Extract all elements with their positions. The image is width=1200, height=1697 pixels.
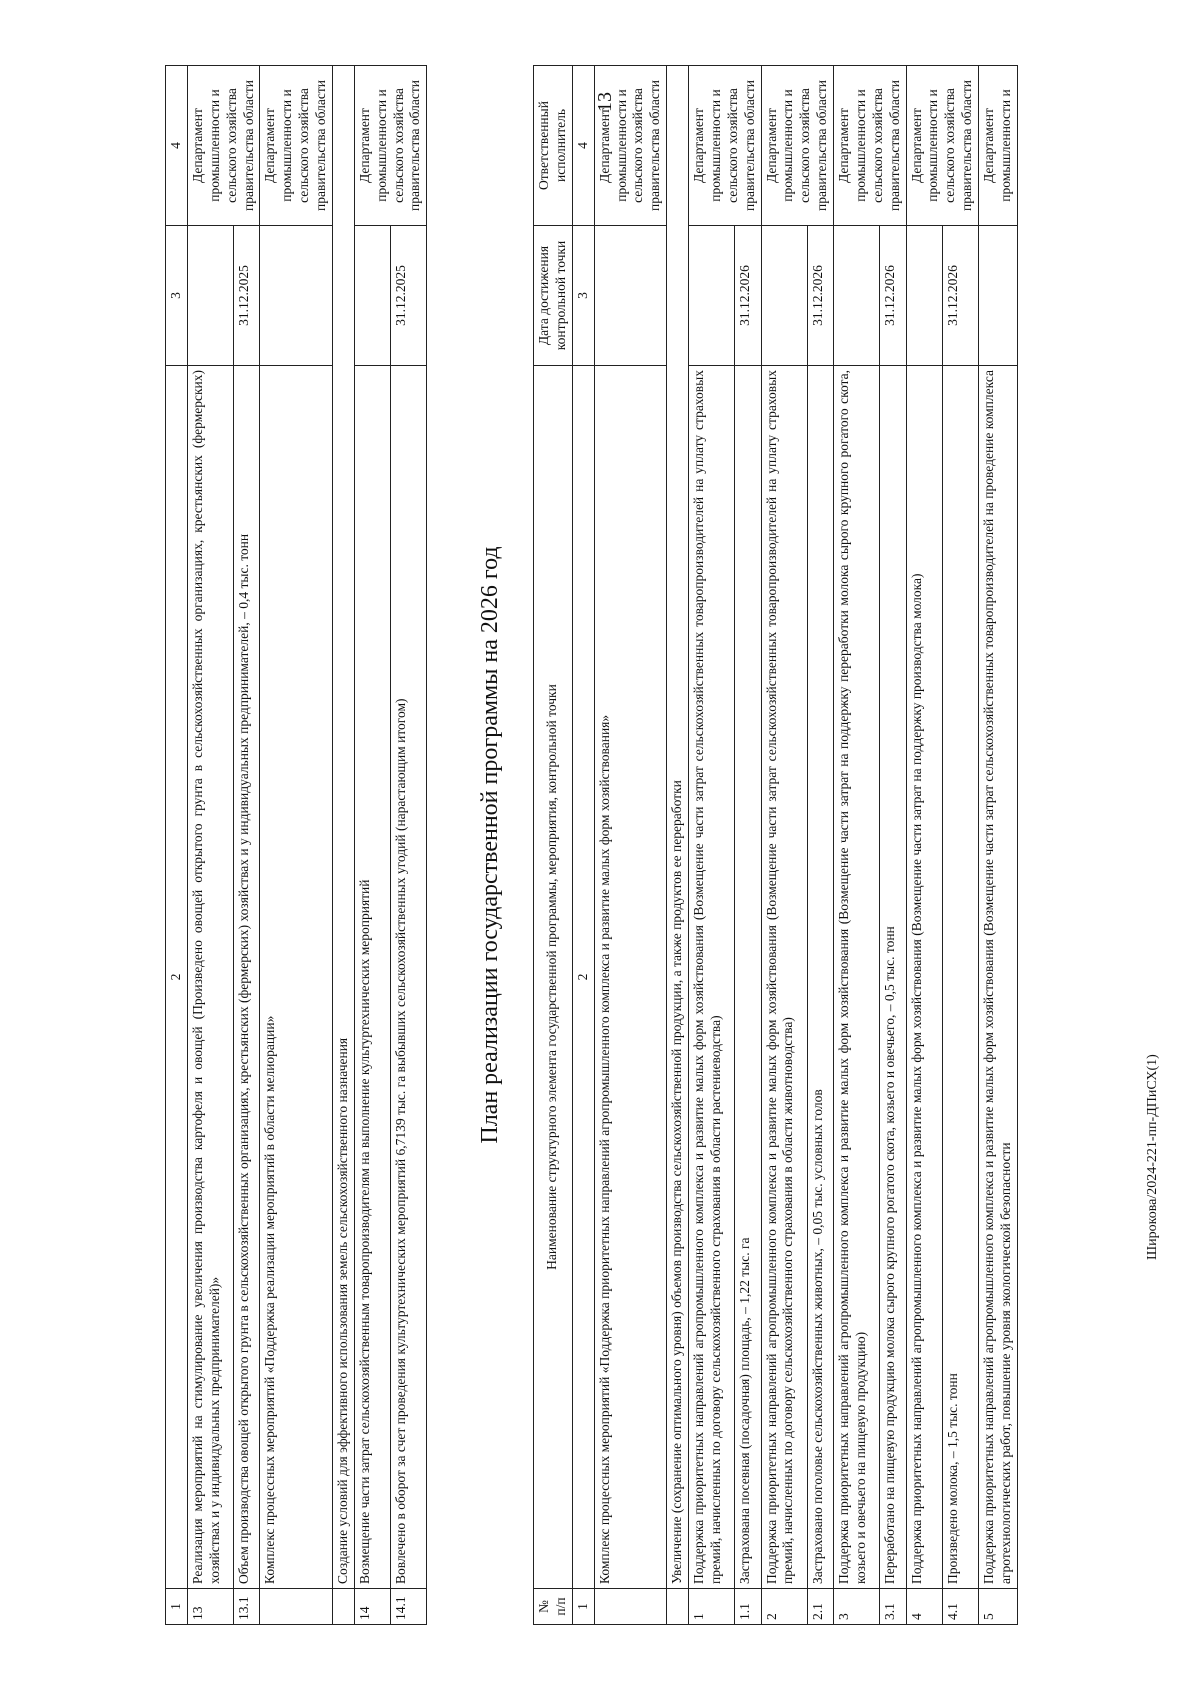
header-cell: 3 <box>166 226 188 366</box>
row-date <box>761 226 807 366</box>
row-number: 13 <box>187 1589 233 1625</box>
row-text: Реализация мероприятий на стимулирование увеличения производства картофеля и овощей (Произведено овощей открытого грунта в сельскохозяйственных организациях, крестьянских (фермерских) хозяйствах и у индивидуальных предпринимателей)» <box>187 366 233 1589</box>
table-row <box>594 66 667 1625</box>
table-row <box>761 66 807 1625</box>
row-date: 31.12.2025 <box>391 226 427 366</box>
row-executor: Департамент промышленности и сельского хозяйства правительства области <box>689 66 762 226</box>
table-header-row <box>166 66 188 1625</box>
row-number: 3 <box>834 1589 880 1625</box>
header-cell: 4 <box>572 66 594 226</box>
row-number: 4 <box>906 1589 942 1625</box>
table-header-row <box>572 66 594 1625</box>
row-number <box>594 1589 667 1625</box>
row-text: Объем производства овощей открытого грунта в сельскохозяйственных организациях, крестьянских (фермерских) хозяйствах и у индивидуальных предпринимателей, – 0,4 тыс. тонн <box>234 366 260 1589</box>
row-date <box>689 226 735 366</box>
rotated-content <box>165 65 1045 1625</box>
row-date: 31.12.2026 <box>942 226 978 366</box>
row-text: Поддержка приоритетных направлений агропромышленного комплекса и развитие малых форм хозяйствования (Возмещение части затрат на поддержку переработки молока сырого крупного рогатого скота, козьего и овечьего на пищевую продукцию) <box>834 366 880 1589</box>
row-date: 31.12.2026 <box>735 226 761 366</box>
row-date <box>906 226 942 366</box>
table-row <box>906 66 942 1625</box>
row-date: 31.12.2025 <box>234 226 260 366</box>
row-text: Поддержка приоритетных направлений агропромышленного комплекса и развитие малых форм хозяйствования (Возмещение части затрат на поддержку производства молока) <box>906 366 942 1589</box>
row-date <box>979 226 1018 366</box>
table-row <box>234 66 260 1625</box>
row-text: Комплекс процессных мероприятий «Поддержка приоритетных направлений агропромышленного комплекса и развитие малых форм хозяйствования» <box>594 366 667 1589</box>
row-date <box>354 226 390 366</box>
row-executor: Департамент промышленности и сельского хозяйства правительства области <box>834 66 907 226</box>
upper-table <box>165 65 427 1625</box>
row-executor: Департамент промышленности и сельского хозяйства правительства области <box>260 66 333 226</box>
row-date: 31.12.2026 <box>880 226 906 366</box>
row-executor: Департамент промышленности и сельского хозяйства правительства области <box>354 66 427 226</box>
row-text: Произведено молока, – 1,5 тыс. тонн <box>942 366 978 1589</box>
table-column-header-row <box>534 66 573 1625</box>
row-number: 4.1 <box>942 1589 978 1625</box>
column-header: Наименование структурного элемента государственной программы, мероприятия, контрольной точки <box>534 366 573 1589</box>
row-number: 14.1 <box>391 1589 427 1625</box>
row-text: Поддержка приоритетных направлений агропромышленного комплекса и развитие малых форм хозяйствования (Возмещение части затрат сельскохозяйственных товаропроизводителей на уплату страховых премий, начисленных по договору сельскохозяйственного страхования в области растениеводства) <box>689 366 735 1589</box>
row-number: 1 <box>689 1589 735 1625</box>
row-executor: Департамент промышленности и сельского хозяйства правительства области <box>594 66 667 226</box>
row-number: 2 <box>761 1589 807 1625</box>
table-row <box>834 66 880 1625</box>
row-text: Возмещение части затрат сельскохозяйственным товаропроизводителям на выполнение культуртехнических мероприятий <box>354 366 390 1589</box>
table-row <box>880 66 906 1625</box>
row-date <box>260 226 333 366</box>
header-cell: 3 <box>572 226 594 366</box>
row-text: Комплекс процессных мероприятий «Поддержка реализации мероприятий в области мелиорации» <box>260 366 333 1589</box>
column-header: Ответственный исполнитель <box>534 66 573 226</box>
header-cell: 2 <box>572 366 594 1589</box>
header-cell: 2 <box>166 366 188 1589</box>
row-number <box>260 1589 333 1625</box>
table-row <box>667 66 689 1625</box>
header-cell: 4 <box>166 66 188 226</box>
header-cell: 1 <box>166 1589 188 1625</box>
table-row <box>391 66 427 1625</box>
row-executor: Департамент промышленности и сельского хозяйства правительства области <box>187 66 260 226</box>
lower-table <box>533 65 1018 1625</box>
table-row <box>979 66 1018 1625</box>
table-row <box>735 66 761 1625</box>
row-text: Увеличение (сохранение оптимального уровня) объемов производства сельскохозяйственной продукции, а также продуктов ее переработки <box>667 66 689 1589</box>
footer-document-code: Широкова/2024-221-пп-ДПиСХ(1) <box>1145 1054 1160 1260</box>
row-text: Вовлечено в оборот за счет проведения культуртехнических мероприятий 6,7139 тыс. га выбывших сельскохозяйственных угодий (нарастающим итогом) <box>391 366 427 1589</box>
row-number: 5 <box>979 1589 1018 1625</box>
row-text: Создание условий для эффективного использования земель сельскохозяйственного назначения <box>332 66 354 1589</box>
row-number: 1.1 <box>735 1589 761 1625</box>
row-date <box>594 226 667 366</box>
row-text: Переработано на пищевую продукцию молока сырого крупного рогатого скота, козьего и овечьего, – 0,5 тыс. тонн <box>880 366 906 1589</box>
column-header: № п/п <box>534 1589 573 1625</box>
footer <box>1145 1054 1160 1261</box>
row-text: Застрахована посевная (посадочная) площадь, – 1,22 тыс. га <box>735 366 761 1589</box>
row-text: Застраховано поголовье сельскохозяйственных животных, – 0,05 тыс. условных голов <box>807 366 833 1589</box>
row-date: 31.12.2026 <box>807 226 833 366</box>
column-header: Дата достижения контрольной точки <box>534 226 573 366</box>
table-row <box>260 66 333 1625</box>
row-text: Поддержка приоритетных направлений агропромышленного комплекса и развитие малых форм хозяйствования (Возмещение части затрат сельскохозяйственных товаропроизводителей на проведение комплекса агротехнологических работ, повышение уровня экологической безопасности <box>979 366 1018 1589</box>
row-executor: Департамент промышленности и сельского хозяйства правительства области <box>761 66 834 226</box>
table-row <box>354 66 390 1625</box>
row-executor: Департамент промышленности и <box>979 66 1018 226</box>
row-number <box>332 1589 354 1625</box>
row-date <box>187 226 233 366</box>
table-row <box>807 66 833 1625</box>
row-number <box>667 1589 689 1625</box>
row-number: 3.1 <box>880 1589 906 1625</box>
table-row <box>942 66 978 1625</box>
row-date <box>834 226 880 366</box>
row-executor: Департамент промышленности и сельского хозяйства правительства области <box>906 66 979 226</box>
section-title: План реализации государственной программы на 2026 год <box>477 546 503 1144</box>
row-number: 13.1 <box>234 1589 260 1625</box>
row-number: 2.1 <box>807 1589 833 1625</box>
row-text: Поддержка приоритетных направлений агропромышленного комплекса и развитие малых форм хозяйствования (Возмещение части затрат сельскохозяйственных товаропроизводителей на уплату страховых премий, начисленных по договору сельскохозяйственного страхования в области животноводства) <box>761 366 807 1589</box>
page-number: 13 <box>594 92 616 112</box>
table-row <box>187 66 233 1625</box>
table-row <box>332 66 354 1625</box>
header-cell: 1 <box>572 1589 594 1625</box>
table-row <box>689 66 735 1625</box>
row-number: 14 <box>354 1589 390 1625</box>
